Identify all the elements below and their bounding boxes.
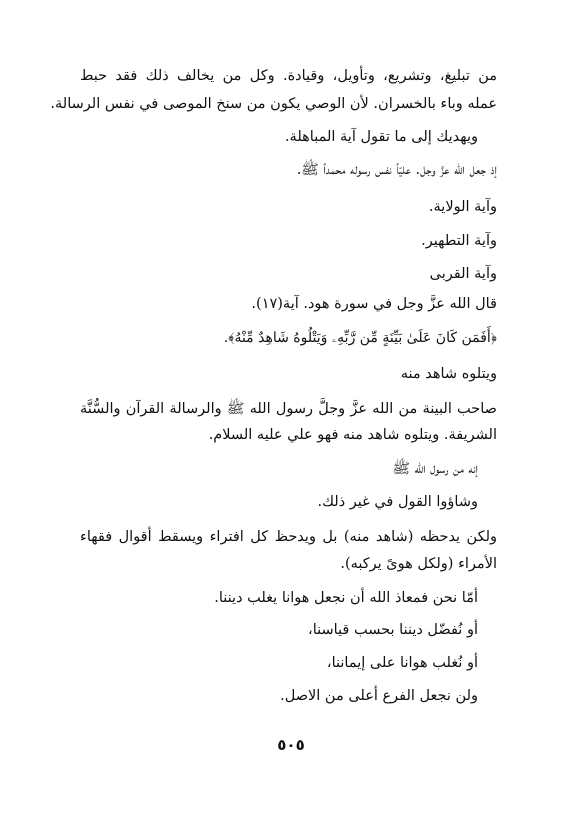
paragraph-line-8: قال الله عزَّ وجل في سورة هود. آية(١٧). (251, 296, 497, 312)
paragraph-line-3: ويهديك إلى ما تقول آية المباهلة. (284, 129, 478, 145)
paragraph-line-1: من تبليغ، وتشريع، وتأويل، وقيادة. وكل من يخالف ذلك فقد حبط (80, 68, 497, 84)
paragraph-line-18: أو نُفضّل ديننا بحسب قياسنا، (308, 622, 478, 638)
paragraph-line-17: أمّا نحن فمعاذ الله أن نجعل هوانا يغلب ديننا. (214, 590, 478, 606)
paragraph-line-16: الأمراء (ولكل هوىً يركبه). (340, 556, 497, 572)
paragraph-line-15: ولكن يدحظه (شاهد منه) بل ويدحظ كل افتراء ويسقط أقوال فقهاء (80, 529, 497, 545)
paragraph-line-4: إذ جعل الله عزَّ وجل. عليّاً نفس رسوله محمداً ﷺ. (296, 162, 497, 178)
paragraph-line-14: وشاؤوا القول في غير ذلك. (317, 494, 478, 510)
paragraph-line-5: وآية الولاية. (428, 199, 497, 215)
paragraph-line-7: وآية القربى (429, 266, 497, 282)
quran-verse-line: ﴿أَفَمَن كَانَ عَلَىٰ بَيِّنَةٍ مِّن رَّبِّهِۦ وَيَتْلُوهُ شَاهِدٌ مِّنْهُ﴾. (223, 330, 497, 346)
paragraph-line-2: عمله وباء بالخسران. لأن الوصي يكون من سنخ الموصى في نفس الرسالة. (50, 96, 497, 112)
paragraph-line-10: ويتلوه شاهد منه (400, 366, 497, 382)
paragraph-line-12: الشريفة. ويتلوه شاهد منه فهو علي عليه السلام. (208, 427, 497, 443)
paragraph-line-6: وآية التطهير. (421, 233, 497, 249)
paragraph-line-13: إنه من رسول الله ﷺ (392, 461, 478, 477)
paragraph-line-19: أو نُغلب هوانا على إيماننا، (326, 655, 478, 671)
paragraph-line-20: ولن نجعل الفرع أعلى من الاصل. (280, 688, 478, 704)
paragraph-line-11: صاحب البينة من الله عزَّ وجلَّ رسول الله ﷺ والرسالة القرآن والسُّنَّة (80, 401, 497, 417)
page-number: ٥٠٥ (277, 736, 305, 754)
